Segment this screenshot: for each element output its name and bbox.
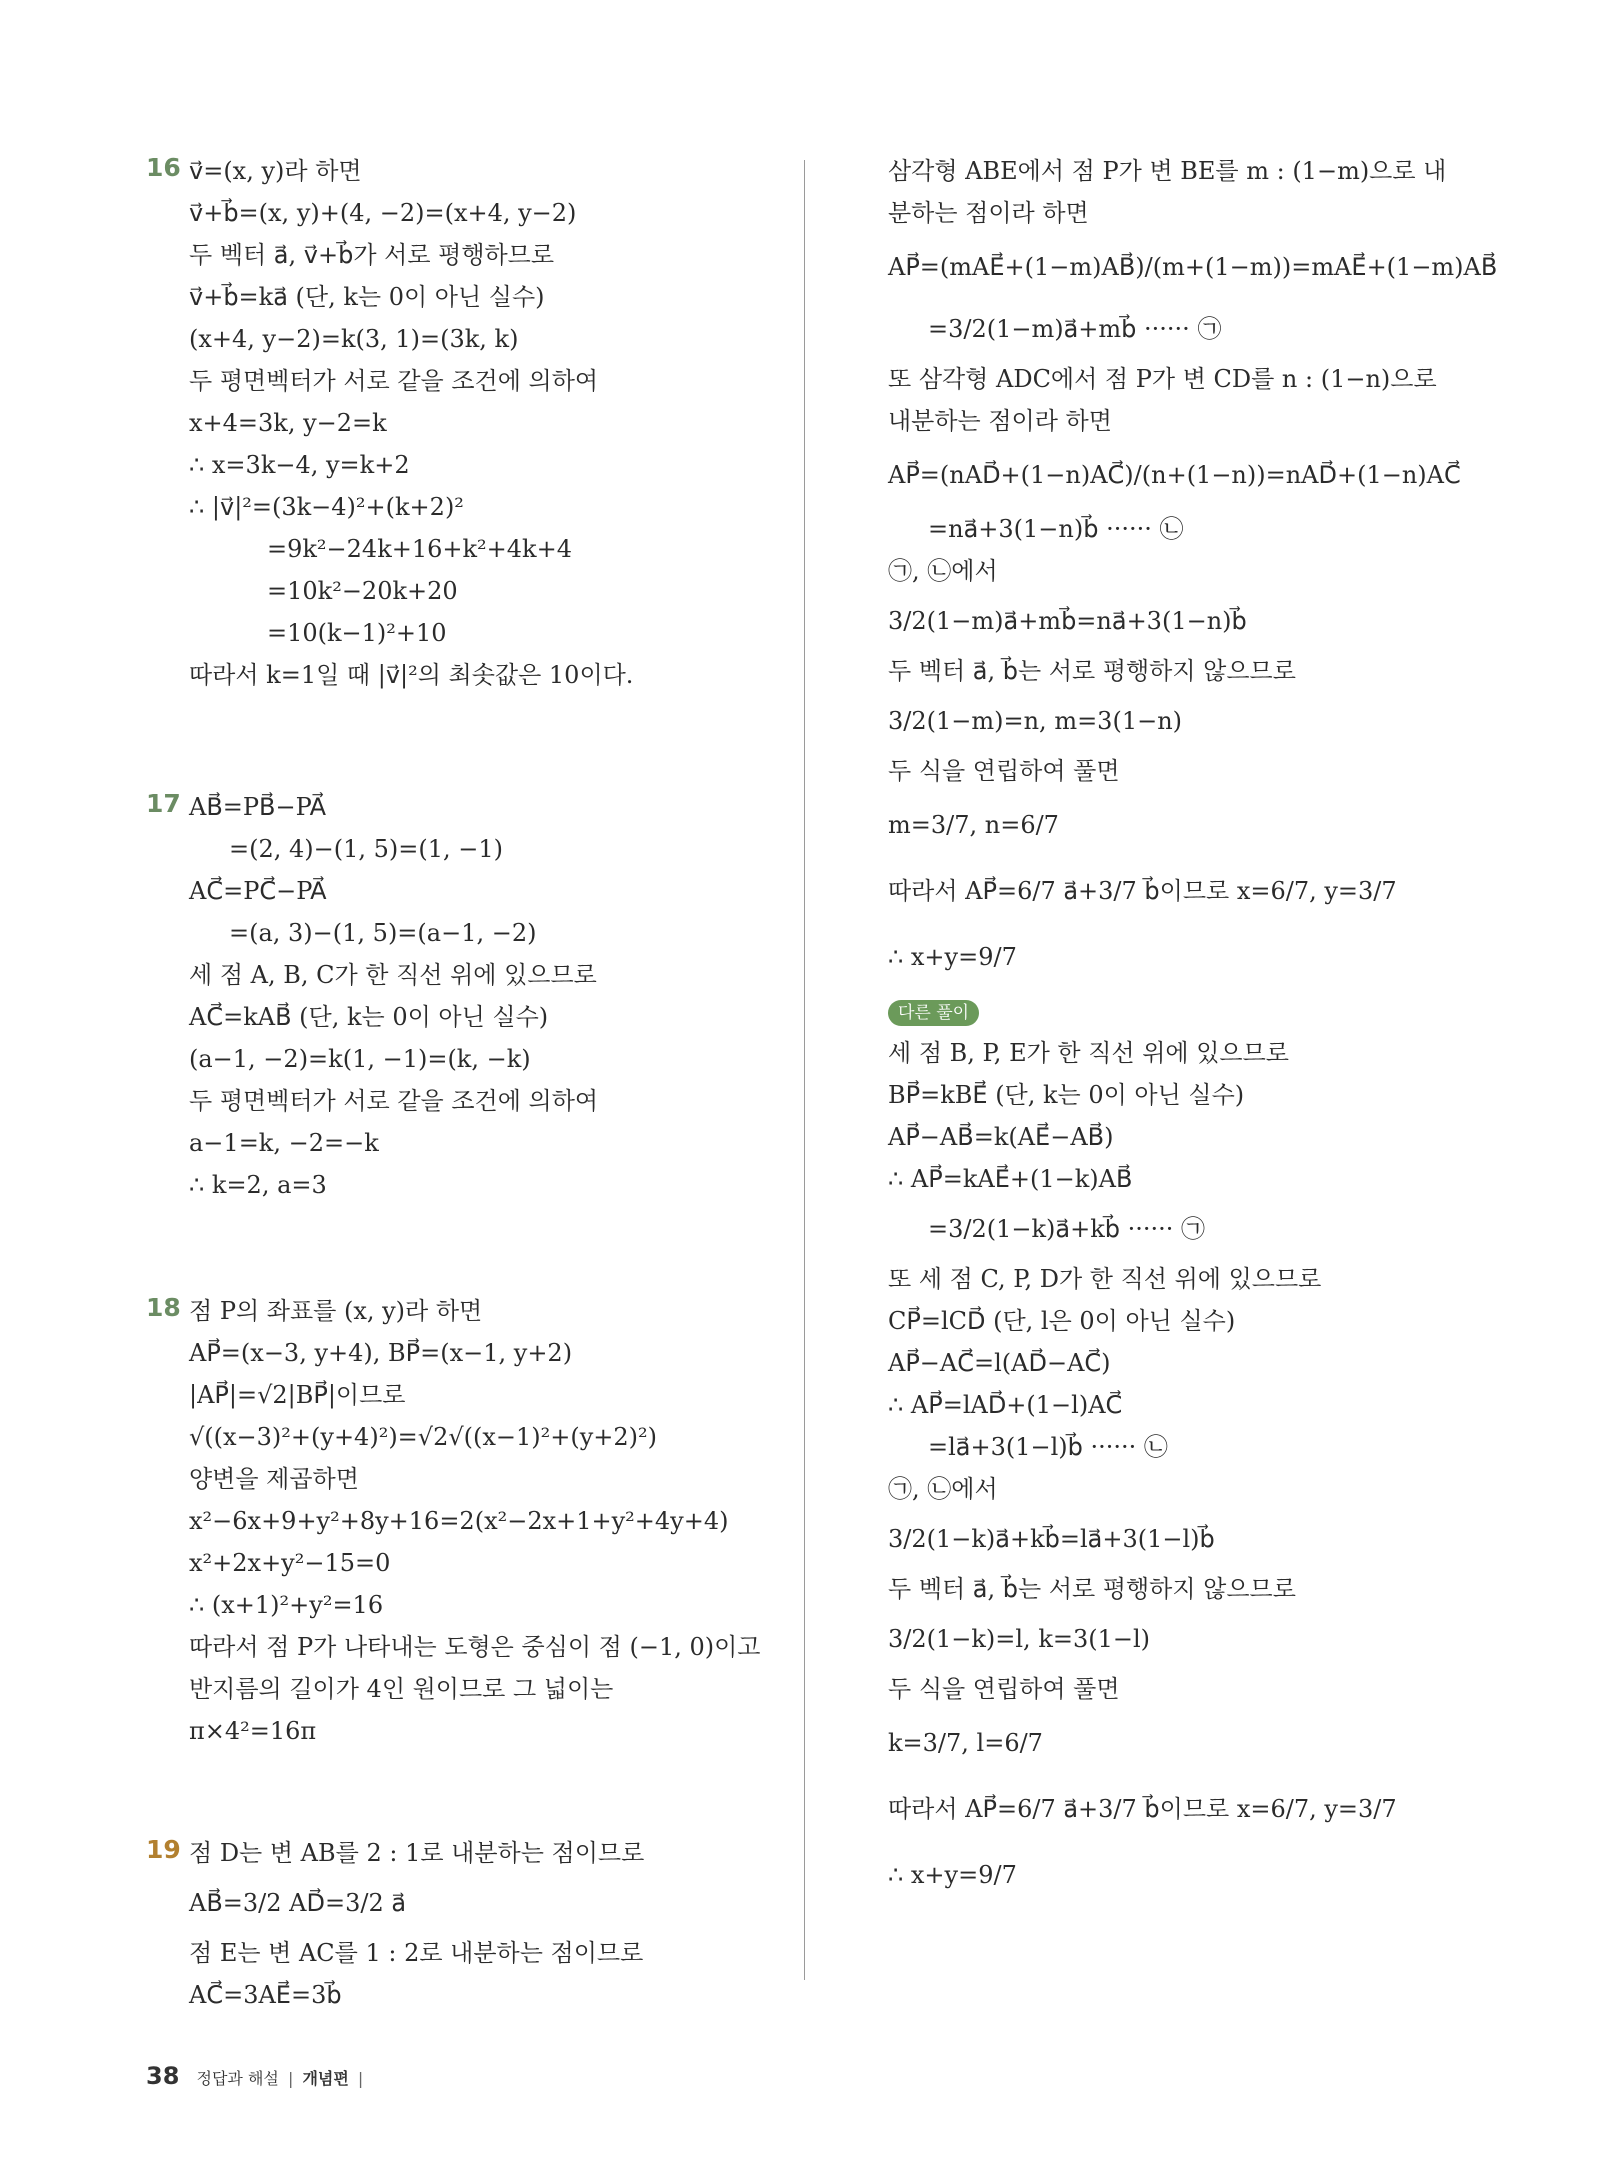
solution-line: 두 평면벡터가 서로 같을 조건에 의하여 bbox=[189, 367, 599, 395]
alt-solution-line: BP⃗=kBE⃗ (단, k는 0이 아닌 실수) bbox=[888, 1081, 1245, 1109]
solution-line: 두 평면벡터가 서로 같을 조건에 의하여 bbox=[189, 1087, 599, 1115]
alt-solution-line: ∴ x+y=9/7 bbox=[888, 1861, 1017, 1889]
page-footer bbox=[146, 2062, 367, 2090]
solution-line: AC⃗=kAB⃗ (단, k는 0이 아닌 실수) bbox=[189, 1003, 549, 1031]
solution-line: x+4=3k, y−2=k bbox=[189, 409, 387, 437]
problem-18 bbox=[146, 1290, 786, 1752]
problem-16 bbox=[146, 150, 786, 696]
alt-solution-line: 따라서 AP⃗=6/7 a⃗+3/7 b⃗이므로 x=6/7, y=3/7 bbox=[888, 1795, 1397, 1823]
solution-line: ∴ (x+1)²+y²=16 bbox=[189, 1591, 384, 1619]
solution-line: AC⃗=PC⃗−PA⃗ bbox=[189, 877, 327, 905]
alt-solution-badge: 다른 풀이 bbox=[888, 1000, 979, 1026]
solution-line: 분하는 점이라 하면 bbox=[888, 199, 1089, 227]
problem-number: 19 bbox=[146, 1835, 181, 1864]
solution-line: 따라서 점 P가 나타내는 도형은 중심이 점 (−1, 0)이고 bbox=[189, 1633, 761, 1661]
alt-solution-line: =3/2(1−k)a⃗+kb⃗ ······ ㉠ bbox=[928, 1215, 1206, 1243]
solution-body bbox=[189, 786, 786, 1206]
solution-line: a−1=k, −2=−k bbox=[189, 1129, 379, 1157]
solution-line: 두 벡터 a⃗, v⃗+b⃗가 서로 평행하므로 bbox=[189, 241, 555, 269]
solution-line: v⃗+b⃗=ka⃗ (단, k는 0이 아닌 실수) bbox=[189, 283, 545, 311]
problem-number: 17 bbox=[146, 789, 181, 818]
solution-line: =10k²−20k+20 bbox=[267, 577, 458, 605]
section-name: 개념편 bbox=[302, 2069, 349, 2088]
solution-line: 점 E는 변 AC를 1 : 2로 내분하는 점이므로 bbox=[189, 1939, 644, 1967]
alt-solution-line: 3/2(1−k)a⃗+kb⃗=la⃗+3(1−l)b⃗ bbox=[888, 1525, 1215, 1553]
solution-line: 따라서 k=1일 때 |v⃗|²의 최솟값은 10이다. bbox=[189, 661, 634, 689]
solution-line: 따라서 AP⃗=6/7 a⃗+3/7 b⃗이므로 x=6/7, y=3/7 bbox=[888, 877, 1397, 905]
solution-line: AP⃗=(mAE⃗+(1−m)AB⃗)/(m+(1−m))=mAE⃗+(1−m)AB⃗ bbox=[888, 253, 1498, 281]
alt-solution-line: 3/2(1−k)=l, k=3(1−l) bbox=[888, 1625, 1151, 1653]
solution-line: 두 식을 연립하여 풀면 bbox=[888, 757, 1120, 785]
alt-solution-line: AP⃗−AC⃗=l(AD⃗−AC⃗) bbox=[888, 1349, 1111, 1377]
solution-line: √((x−3)²+(y+4)²)=√2√((x−1)²+(y+2)²) bbox=[189, 1423, 658, 1451]
book-title: 정답과 해설 bbox=[196, 2069, 279, 2088]
solution-line: AB⃗=3/2 AD⃗=3/2 a⃗ bbox=[189, 1889, 407, 1917]
solution-line: (a−1, −2)=k(1, −1)=(k, −k) bbox=[189, 1045, 531, 1073]
solution-line: =10(k−1)²+10 bbox=[267, 619, 447, 647]
solution-line: =na⃗+3(1−n)b⃗ ······ ㉡ bbox=[928, 515, 1184, 543]
solution-line: ∴ k=2, a=3 bbox=[189, 1171, 327, 1199]
solution-line: 반지름의 길이가 4인 원이므로 그 넓이는 bbox=[189, 1675, 614, 1703]
solution-line: 점 P의 좌표를 (x, y)라 하면 bbox=[189, 1297, 483, 1325]
problem-number: 16 bbox=[146, 153, 181, 182]
solution-line: |AP⃗|=√2|BP⃗|이므로 bbox=[189, 1381, 406, 1409]
alt-solution-line: ㉠, ㉡에서 bbox=[888, 1475, 998, 1503]
alt-solution-line: =la⃗+3(1−l)b⃗ ······ ㉡ bbox=[928, 1433, 1168, 1461]
solution-line: v⃗=(x, y)라 하면 bbox=[189, 157, 362, 185]
alt-solution-line: 세 점 B, P, E가 한 직선 위에 있으므로 bbox=[888, 1039, 1289, 1067]
solution-line: =3/2(1−m)a⃗+mb⃗ ······ ㉠ bbox=[928, 315, 1222, 343]
solution-line: x²−6x+9+y²+8y+16=2(x²−2x+1+y²+4y+4) bbox=[189, 1507, 729, 1535]
solution-line: ∴ |v⃗|²=(3k−4)²+(k+2)² bbox=[189, 493, 464, 521]
solution-line: 내분하는 점이라 하면 bbox=[888, 407, 1112, 435]
solution-line: AP⃗=(nAD⃗+(1−n)AC⃗)/(n+(1−n))=nAD⃗+(1−n)AC⃗ bbox=[888, 461, 1461, 489]
alt-solution-line: CP⃗=lCD⃗ (단, l은 0이 아닌 실수) bbox=[888, 1307, 1236, 1335]
footer-separator: | bbox=[357, 2069, 364, 2088]
solution-line: ∴ x=3k−4, y=k+2 bbox=[189, 451, 410, 479]
alt-solution-line: ∴ AP⃗=lAD⃗+(1−l)AC⃗ bbox=[888, 1391, 1123, 1419]
right-column bbox=[888, 150, 1498, 1908]
solution-line: π×4²=16π bbox=[189, 1717, 317, 1745]
alt-solution-line: k=3/7, l=6/7 bbox=[888, 1729, 1043, 1757]
solution-line: AB⃗=PB⃗−PA⃗ bbox=[189, 793, 326, 821]
solution-line: =9k²−24k+16+k²+4k+4 bbox=[267, 535, 572, 563]
alt-solution-line: 두 식을 연립하여 풀면 bbox=[888, 1675, 1120, 1703]
solution-line: (x+4, y−2)=k(3, 1)=(3k, k) bbox=[189, 325, 519, 353]
alt-solution-line: 두 벡터 a⃗, b⃗는 서로 평행하지 않으므로 bbox=[888, 1575, 1296, 1603]
solution-line: x²+2x+y²−15=0 bbox=[189, 1549, 391, 1577]
solution-line: 점 D는 변 AB를 2 : 1로 내분하는 점이므로 bbox=[189, 1839, 645, 1867]
footer-separator: | bbox=[287, 2069, 294, 2088]
solution-line: 두 벡터 a⃗, b⃗는 서로 평행하지 않으므로 bbox=[888, 657, 1296, 685]
solution-line: ∴ x+y=9/7 bbox=[888, 943, 1017, 971]
solution-line: AP⃗=(x−3, y+4), BP⃗=(x−1, y+2) bbox=[189, 1339, 573, 1367]
solution-line: m=3/7, n=6/7 bbox=[888, 811, 1059, 839]
solution-line: 또 삼각형 ADC에서 점 P가 변 CD를 n : (1−n)으로 bbox=[888, 365, 1437, 393]
solution-line: =(2, 4)−(1, 5)=(1, −1) bbox=[229, 835, 504, 863]
problem-17 bbox=[146, 786, 786, 1206]
alt-solution-line: AP⃗−AB⃗=k(AE⃗−AB⃗) bbox=[888, 1123, 1114, 1151]
solution-body bbox=[189, 1832, 786, 2016]
solution-line: 양변을 제곱하면 bbox=[189, 1465, 359, 1493]
solution-line: ㉠, ㉡에서 bbox=[888, 557, 998, 585]
page-number: 38 bbox=[146, 2062, 180, 2090]
solution-line: AC⃗=3AE⃗=3b⃗ bbox=[189, 1981, 342, 2009]
solution-line: v⃗+b⃗=(x, y)+(4, −2)=(x+4, y−2) bbox=[189, 199, 577, 227]
alt-solution-line: 또 세 점 C, P, D가 한 직선 위에 있으므로 bbox=[888, 1265, 1322, 1293]
solution-body bbox=[189, 1290, 786, 1752]
solution-body bbox=[189, 150, 786, 696]
solution-line: 삼각형 ABE에서 점 P가 변 BE를 m : (1−m)으로 내 bbox=[888, 157, 1447, 185]
problem-19 bbox=[146, 1832, 786, 2016]
solution-line: 3/2(1−m)=n, m=3(1−n) bbox=[888, 707, 1183, 735]
solution-line: =(a, 3)−(1, 5)=(a−1, −2) bbox=[229, 919, 537, 947]
solution-line: 세 점 A, B, C가 한 직선 위에 있으므로 bbox=[189, 961, 597, 989]
alt-solution-line: ∴ AP⃗=kAE⃗+(1−k)AB⃗ bbox=[888, 1165, 1133, 1193]
left-column bbox=[146, 150, 786, 2016]
column-divider bbox=[804, 160, 805, 1980]
solution-line: 3/2(1−m)a⃗+mb⃗=na⃗+3(1−n)b⃗ bbox=[888, 607, 1247, 635]
problem-number: 18 bbox=[146, 1293, 181, 1322]
